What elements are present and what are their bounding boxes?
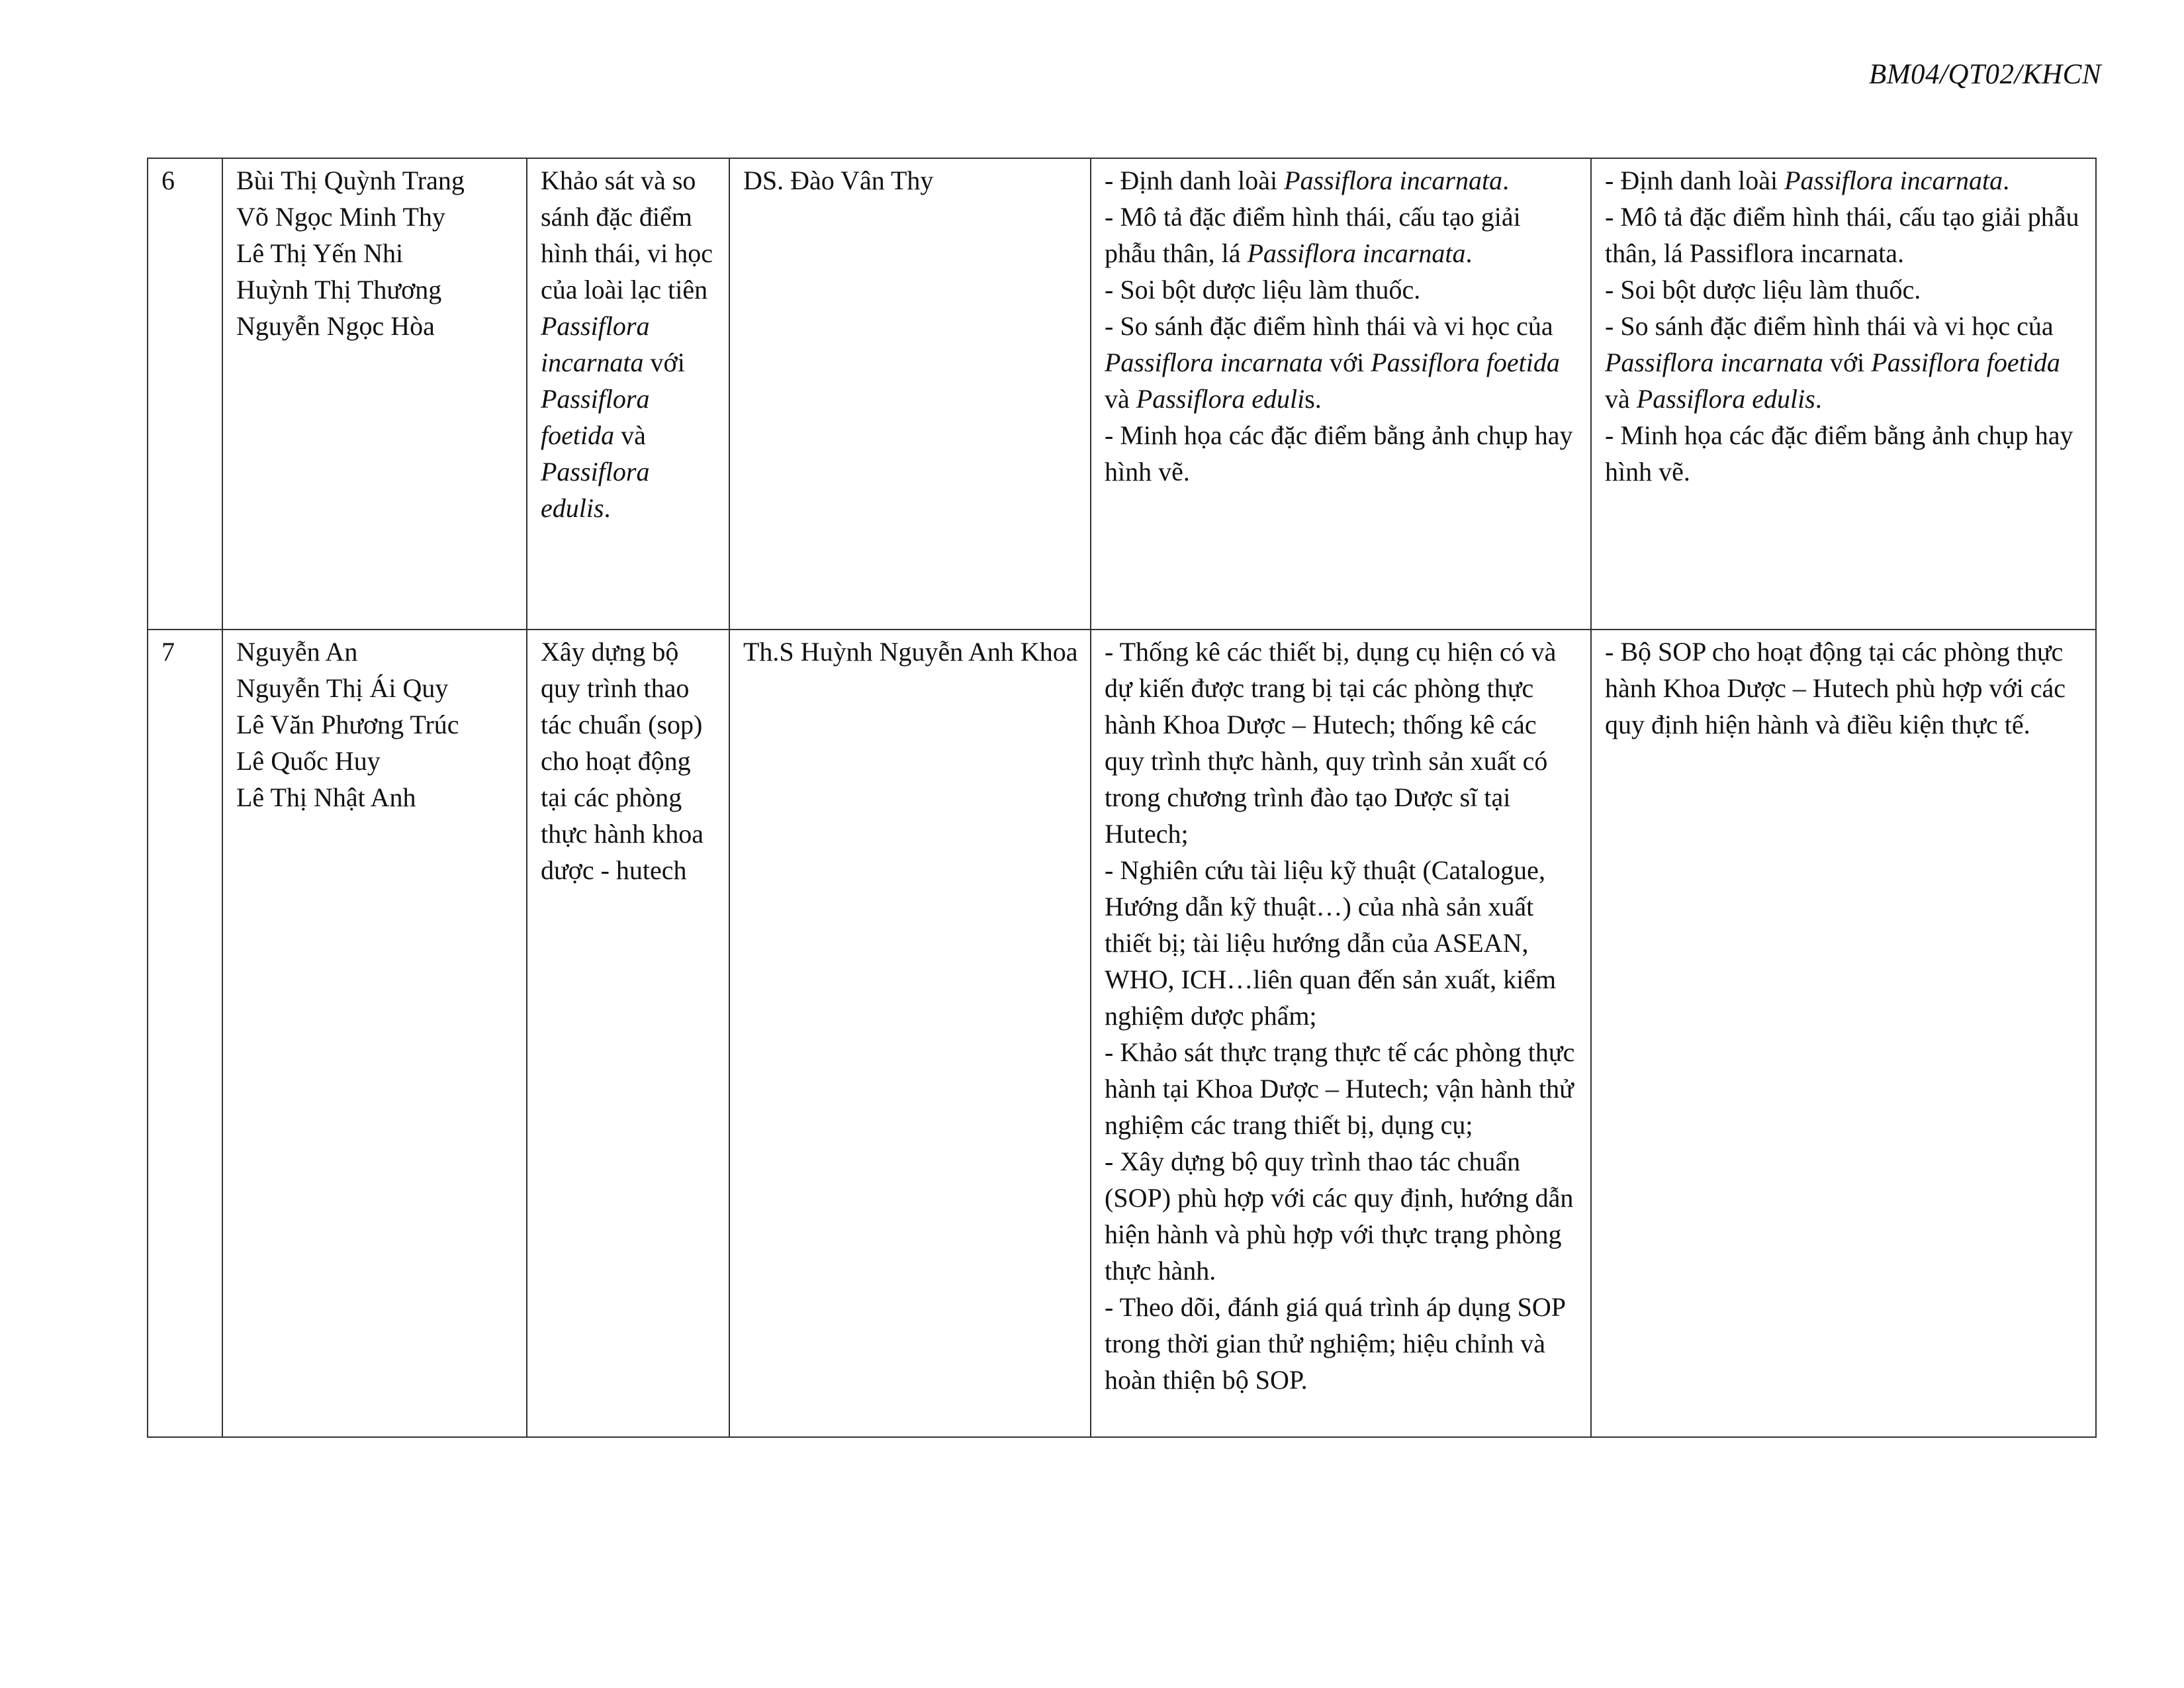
members-cell <box>222 630 527 1437</box>
species-name: Passiflora edulis <box>541 457 650 523</box>
members-cell <box>222 158 527 630</box>
result-cell <box>1591 158 2096 630</box>
result-item: - Minh họa các đặc điểm bằng ảnh chụp hay hình vẽ. <box>1605 420 2073 487</box>
advisor-cell: Th.S Huỳnh Nguyễn Anh Khoa <box>729 630 1091 1437</box>
result-item: - Định danh loài Passiflora incarnata. <box>1605 165 2010 195</box>
member-name: Nguyễn Ngọc Hòa <box>236 311 435 341</box>
topic-cell <box>527 158 729 630</box>
member-name: Nguyễn An <box>236 637 358 667</box>
content-item: - So sánh đặc điểm hình thái và vi học của Passiflora incarnata với Passiflora foetida và Passiflora edulis. <box>1105 311 1560 414</box>
topic-text: Khảo sát và so sánh đặc điểm hình thái, vi học của loài lạc tiên <box>541 165 713 305</box>
content-item: - Soi bột dược liệu làm thuốc. <box>1105 275 1421 305</box>
table-row <box>148 630 2096 1437</box>
species-name: Passiflora incarnata <box>541 311 650 377</box>
content-item: - Xây dựng bộ quy trình thao tác chuẩn (SOP) phù hợp với các quy định, hướng dẫn hiện hành và phù hợp với thực trạng phòng thực hành. <box>1105 1147 1574 1286</box>
member-name: Lê Quốc Huy <box>236 746 381 776</box>
member-name: Lê Thị Nhật Anh <box>236 782 416 812</box>
member-name: Võ Ngọc Minh Thy <box>236 202 445 232</box>
member-name: Lê Văn Phương Trúc <box>236 710 459 739</box>
content-item: - Theo dõi, đánh giá quá trình áp dụng SOP trong thời gian thử nghiệm; hiệu chỉnh và hoàn thiện bộ SOP. <box>1105 1292 1565 1395</box>
result-item: - Soi bột dược liệu làm thuốc. <box>1605 275 1921 305</box>
content-item: - Khảo sát thực trạng thực tế các phòng thực hành tại Khoa Dược – Hutech; vận hành thử nghiệm các trang thiết bị, dụng cụ; <box>1105 1037 1575 1140</box>
topic-text: và <box>614 420 646 450</box>
content-item: - Nghiên cứu tài liệu kỹ thuật (Catalogue, Hướng dẫn kỹ thuật…) của nhà sản xuất thiết bị; tài liệu hướng dẫn của ASEAN, WHO, ICH…liên quan đến sản xuất, kiểm nghiệm dược phẩm; <box>1105 855 1557 1031</box>
content-item: - Thống kê các thiết bị, dụng cụ hiện có và dự kiến được trang bị tại các phòng thực hành Khoa Dược – Hutech; thống kê các quy trình thực hành, quy trình sản xuất có trong chương trình đào tạo Dược sĩ tại Hutech; <box>1105 637 1557 849</box>
result-cell: - Bộ SOP cho hoạt động tại các phòng thực hành Khoa Dược – Hutech phù hợp với các quy định hiện hành và điều kiện thực tế. <box>1591 630 2096 1437</box>
project-table <box>147 158 2097 1438</box>
member-name: Nguyễn Thị Ái Quy <box>236 673 449 703</box>
content-cell <box>1091 630 1591 1437</box>
topic-cell: Xây dựng bộ quy trình thao tác chuẩn (sop) cho hoạt động tại các phòng thực hành khoa dược - hutech <box>527 630 729 1437</box>
content-item: - Mô tả đặc điểm hình thái, cấu tạo giải phẫu thân, lá Passiflora incarnata. <box>1105 202 1521 268</box>
table-row <box>148 158 2096 630</box>
member-name: Bùi Thị Quỳnh Trang <box>236 165 465 195</box>
topic-text: với <box>643 348 685 377</box>
topic-text: . <box>604 493 611 523</box>
document-code: BM04/QT02/KHCN <box>1868 59 2101 90</box>
advisor-cell: DS. Đào Vân Thy <box>729 158 1091 630</box>
row-number: 6 <box>148 158 222 630</box>
species-name: Passiflora foetida <box>541 384 650 450</box>
member-name: Lê Thị Yến Nhi <box>236 238 404 268</box>
row-number: 7 <box>148 630 222 1437</box>
content-item: - Định danh loài Passiflora incarnata. <box>1105 165 1510 195</box>
member-name: Huỳnh Thị Thương <box>236 275 442 305</box>
content-item: - Minh họa các đặc điểm bằng ảnh chụp hay hình vẽ. <box>1105 420 1573 487</box>
result-item: - So sánh đặc điểm hình thái và vi học của Passiflora incarnata với Passiflora foetida và Passiflora edulis. <box>1605 311 2060 414</box>
content-cell <box>1091 158 1591 630</box>
result-item: - Mô tả đặc điểm hình thái, cấu tạo giải phẫu thân, lá Passiflora incarnata. <box>1605 202 2079 268</box>
